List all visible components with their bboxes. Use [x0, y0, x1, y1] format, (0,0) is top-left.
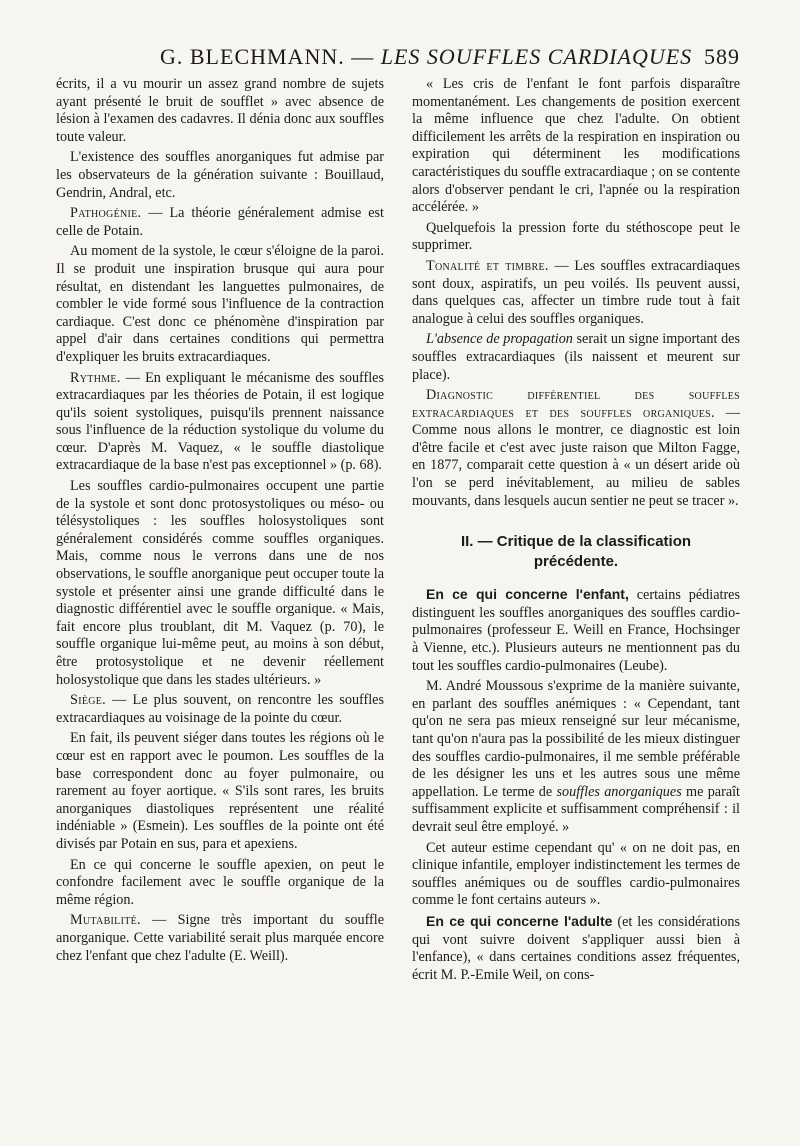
paragraph: M. André Moussous s'exprime de la manière suivante, en parlant des souffles anémiques : « Cependant, tant qu'on ne sera pas mieux renseigné sur leur mécanisme, tant qu'on n'aura pas la possibilité de les mieux distinguer des souffles cardio-pulmonaires, il me semble préférable de les désigner les uns et les autres sous une même appellation. Le terme de souffles anorganiques me paraît suffisamment explicite et suffisamment compréhensif : il devrait seul être employé. »	[412, 678, 740, 835]
page-number: 589	[704, 44, 740, 69]
paragraph: En ce qui concerne l'adulte (et les considérations qui vont suivre doivent s'appliquer aussi bien à l'enfance), « dans certaines conditions assez fréquentes, écrit M. P.-Emile Weil, on cons-	[412, 912, 740, 983]
run-in-heading: Mutabilité.	[70, 912, 141, 929]
run-in-heading: Tonalité et timbre.	[426, 257, 549, 274]
lead-phrase: En ce qui concerne l'adulte	[426, 912, 613, 929]
section-heading: II. — Critique de la classification précédente.	[460, 533, 692, 571]
right-column	[412, 76, 740, 987]
paragraph: Au moment de la systole, le cœur s'éloigne de la paroi. Il se produit une inspiration brusque qui aura pour résultat, en distendant les languettes pulmonaires, de combler le vide formé sous l'influence de la contraction cardiaque. C'est donc ce phénomène d'inspiration par appel d'air dans certaines conditions qui permettra d'expliquer les bruits extracardiaques.	[56, 243, 384, 365]
lead-phrase: En ce qui concerne l'enfant,	[426, 586, 629, 603]
paragraph: Diagnostic différentiel des souffles extracardiaques et des souffles organiques. — Comme nous allons le montrer, ce diagnostic est loin d'être facile et c'est avec juste raison que Milton Fagge, en 1877, comparait cette question à « un désert aride où l'on se perd inévitablement, au milieu de sables mouvants, dans lesquels aucun sentier ne peut se tracer ».	[412, 387, 740, 509]
header-author: G. BLECHMANN. —	[160, 44, 375, 69]
paragraph: Tonalité et timbre. — Les souffles extracardiaques sont doux, aspiratifs, un peu voilés. Ils peuvent aussi, dans quelques cas, affecter un timbre rude tout à fait analogue à celui des souffles organiques.	[412, 257, 740, 327]
run-in-heading: Rythme.	[70, 369, 121, 386]
paragraph: L'existence des souffles anorganiques fut admise par les observateurs de la génération suivante : Bouillaud, Gendrin, Andral, etc.	[56, 149, 384, 201]
italic-term: souffles anorganiques	[556, 783, 682, 800]
running-header	[60, 44, 740, 74]
paragraph: « Les cris de l'enfant le font parfois disparaître momentanément. Les changements de position exercent la même influence que chez l'adulte. On obtient difficilement les arrêts de la respiration en inspiration ou expiration qui déterminent les modifications caractéristiques du souffle extracardiaque ; on se contente alors d'observer pendant le cri, l'apnée ou la respiration accélérée. »	[412, 76, 740, 216]
italic-term: L'absence de propagation	[426, 331, 573, 348]
paragraph: En ce qui concerne le souffle apexien, on peut le confondre facilement avec le souffle organique de la même région.	[56, 856, 384, 908]
paragraph: Cet auteur estime cependant qu' « on ne doit pas, en clinique infantile, employer indistinctement les termes de souffles anémiques ou de souffles cardio-pulmonaires comme le font certains auteurs ».	[412, 839, 740, 909]
run-in-heading: Siège.	[70, 692, 107, 709]
paragraph: Siège. — Le plus souvent, on rencontre les souffles extracardiaques au voisinage de la pointe du cœur.	[56, 692, 384, 726]
paragraph: En fait, ils peuvent siéger dans toutes les régions où le cœur est en rapport avec le poumon. Les souffles de la base correspondent donc au foyer pulmonaire, ou rarement au foyer aortique. « S'ils sont rares, les bruits anorganiques diastoliques représentent une réalité indéniable » (Esmein). Les souffles de la pointe ont été divisés par Potain en sus, para et apexiens.	[56, 730, 384, 852]
header-title	[160, 44, 692, 70]
paragraph: Rythme. — En expliquant le mécanisme des souffles extracardiaques par les théories de Potain, il est logique qu'ils soient systoliques, puisqu'ils prennent naissance sous l'influence de la réduction systolique du volume du cœur. D'après M. Vaquez, « le souffle diastolique extracardiaque de la base n'est pas exceptionnel » (p. 68).	[56, 369, 384, 474]
run-in-heading: Diagnostic différentiel des souffles extracardiaques et des souffles organiques.	[412, 387, 740, 421]
paragraph: Pathogénie. — La théorie généralement admise est celle de Potain.	[56, 205, 384, 239]
run-in-heading: Pathogénie.	[70, 205, 142, 222]
header-book-title: LES SOUFFLES CARDIAQUES	[380, 44, 693, 69]
paragraph: En ce qui concerne l'enfant, certains pédiatres distinguent les souffles anorganiques des souffles cardio-pulmonaires (professeur E. Weill en France, Hochsinger à Vienne, etc.). Plusieurs auteurs ne mentionnent pas du tout les souffles cardio-pulmonaires (Leube).	[412, 586, 740, 674]
left-column	[56, 76, 384, 968]
paragraph: écrits, il a vu mourir un assez grand nombre de sujets ayant présenté le bruit de soufflet » avec absence de lésion à l'examen des cadavres. Il dénia donc aux souffles toute valeur.	[56, 76, 384, 145]
paragraph: Les souffles cardio-pulmonaires occupent une partie de la systole et sont donc protosystoliques ou méso- ou télésystoliques : les souffles holosystoliques sont généralement considérés comme souffles organiques. Mais, comme nous le verrons dans une de nos observations, le souffle anorganique peut occuper toute la systole et présenter ainsi une grande difficulté dans le diagnostic différentiel avec le souffle organique. « Mais, fait encore plus troublant, dit M. Vaquez (p. 70), le souffle organique lui-même peut, au moins à son début, être protosystolique et ne devenir réellement holosystolique que dans les stades ultérieurs. »	[56, 478, 384, 688]
paragraph: Mutabilité. — Signe très important du souffle anorganique. Cette variabilité serait plus marquée encore chez l'enfant que chez l'adulte (E. Weill).	[56, 912, 384, 964]
paragraph: Quelquefois la pression forte du stéthoscope peut le supprimer.	[412, 219, 740, 254]
paragraph: L'absence de propagation serait un signe important des souffles extracardiaques (ils naissent et meurent sur place).	[412, 331, 740, 383]
